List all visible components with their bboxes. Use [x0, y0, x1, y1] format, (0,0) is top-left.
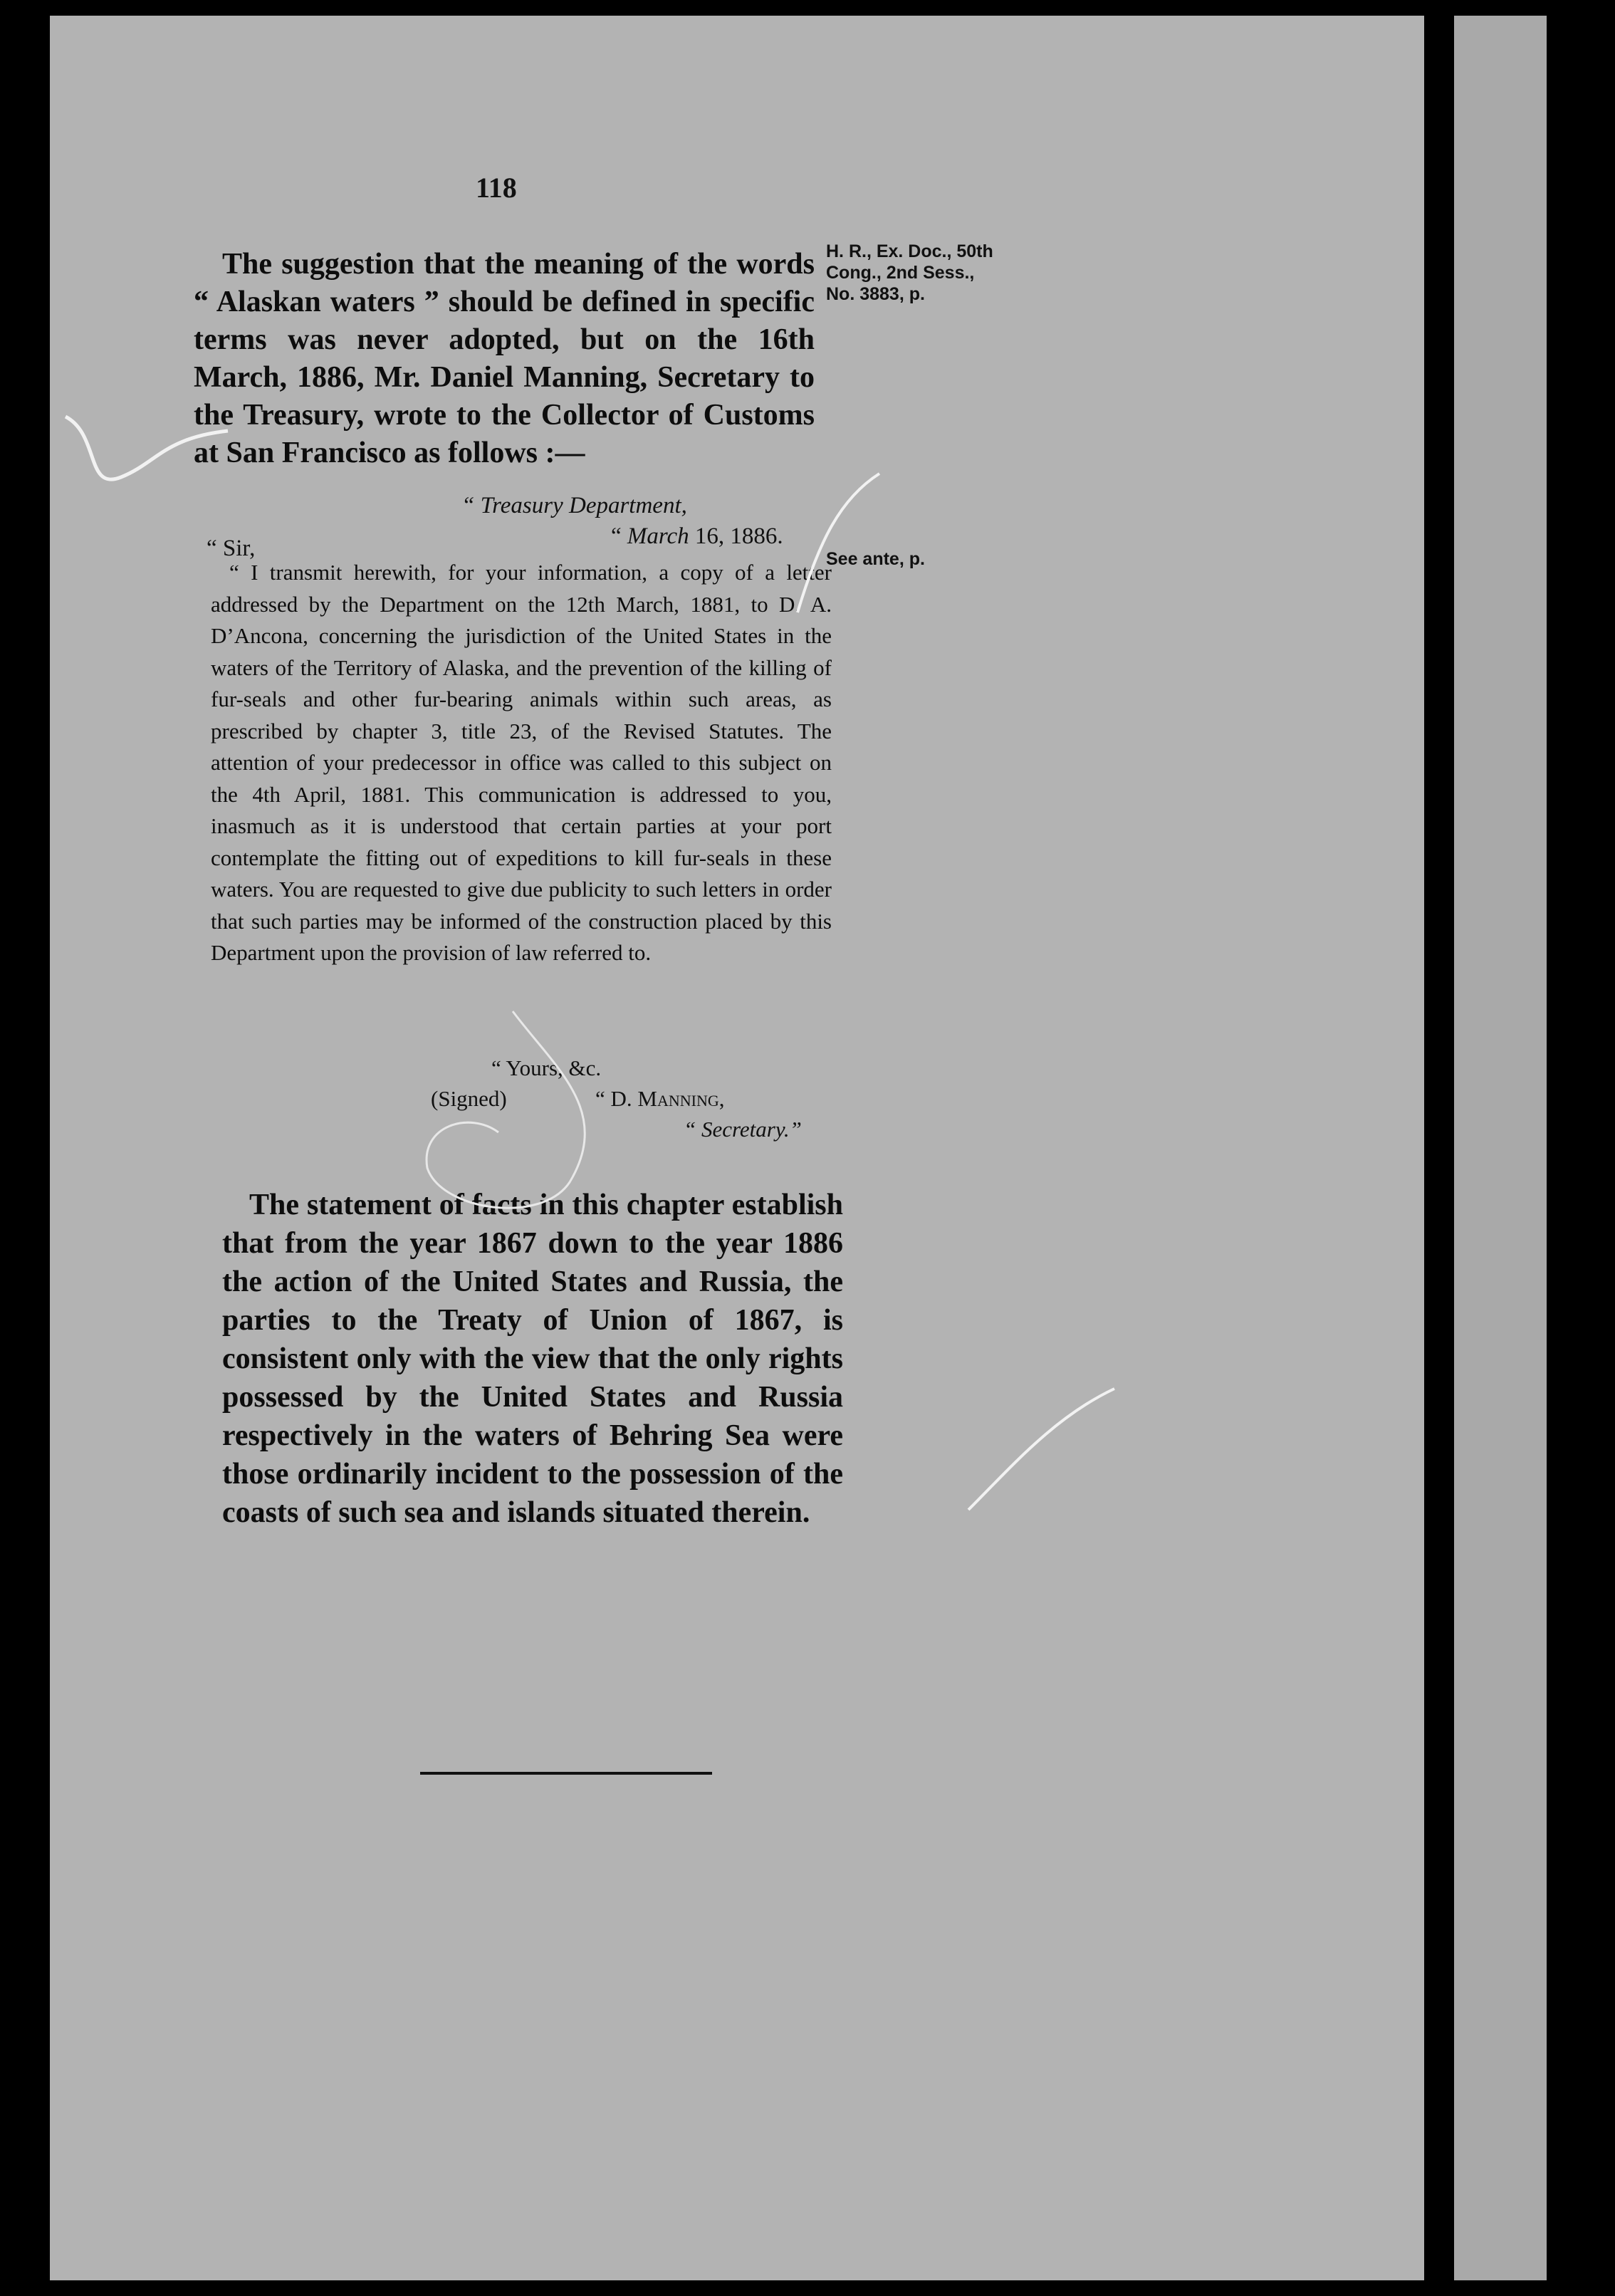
- letter-date-prefix: “: [611, 523, 627, 549]
- page-number: 118: [476, 172, 517, 204]
- paragraph-2: The statement of facts in this chapter establish that from the year 1867 down to the year 1886 the action of the United States and Russia, the parties to the Treaty of Union of 1867, is consistent only with the view that the only rights possessed by the United States and Russia respectively in the waters of Behring Sea were those ordinarily incident to the possession of the coasts of such sea and islands situated therein.: [222, 1189, 843, 1529]
- paragraph-1: The suggestion that the meaning of the words “ Alaskan waters ” should be defined in specific terms was never adopted, but on the 16th March, 1886, Mr. Daniel Manning, Secretary to the Treasury, wrote to the Collector of Customs at San Francisco as follows :—: [194, 248, 815, 469]
- letter-signatory-title: “ Secretary.”: [684, 1117, 802, 1142]
- letter-date-rest: 16, 1886.: [689, 523, 783, 549]
- section-rule: [420, 1772, 712, 1775]
- letter-date: [611, 523, 783, 550]
- letter-signatory: “ D. Manning,: [595, 1086, 725, 1111]
- margin-citation-2: See ante, p.: [826, 549, 925, 569]
- letter-signed-note: (Signed): [431, 1086, 507, 1111]
- letter-heading: “ Treasury Department,: [461, 493, 687, 518]
- letter-salutation: “ Sir,: [207, 536, 256, 561]
- adjacent-page-edge: [1454, 16, 1547, 2280]
- letter-closing: “ Yours, &c.: [491, 1055, 602, 1080]
- letter-body: “ I transmit herewith, for your information, a copy of a letter addressed by the Department on the 12th March, 1881, to D. A. D’Ancona, concerning the jurisdiction of the United States in the waters of the Territory of Alaska, and the prevention of the killing of fur-seals and other fur-bearing animals within such areas, as prescribed by chapter 3, title 23, of the Revised Statutes. The attention of your predecessor in office was called to this subject on the 4th April, 1881. This communication is addressed to you, inasmuch as it is understood that certain parties at your port contemplate the fitting out of expeditions to kill fur-seals in these waters. You are requested to give due publicity to such letters in order that such parties may be informed of the construction placed by this Department upon the provision of law referred to.: [211, 560, 832, 965]
- letter-date-month: March: [627, 523, 689, 549]
- margin-citation-1: H. R., Ex. Doc., 50th Cong., 2nd Sess., No. 3883, p.: [826, 241, 993, 304]
